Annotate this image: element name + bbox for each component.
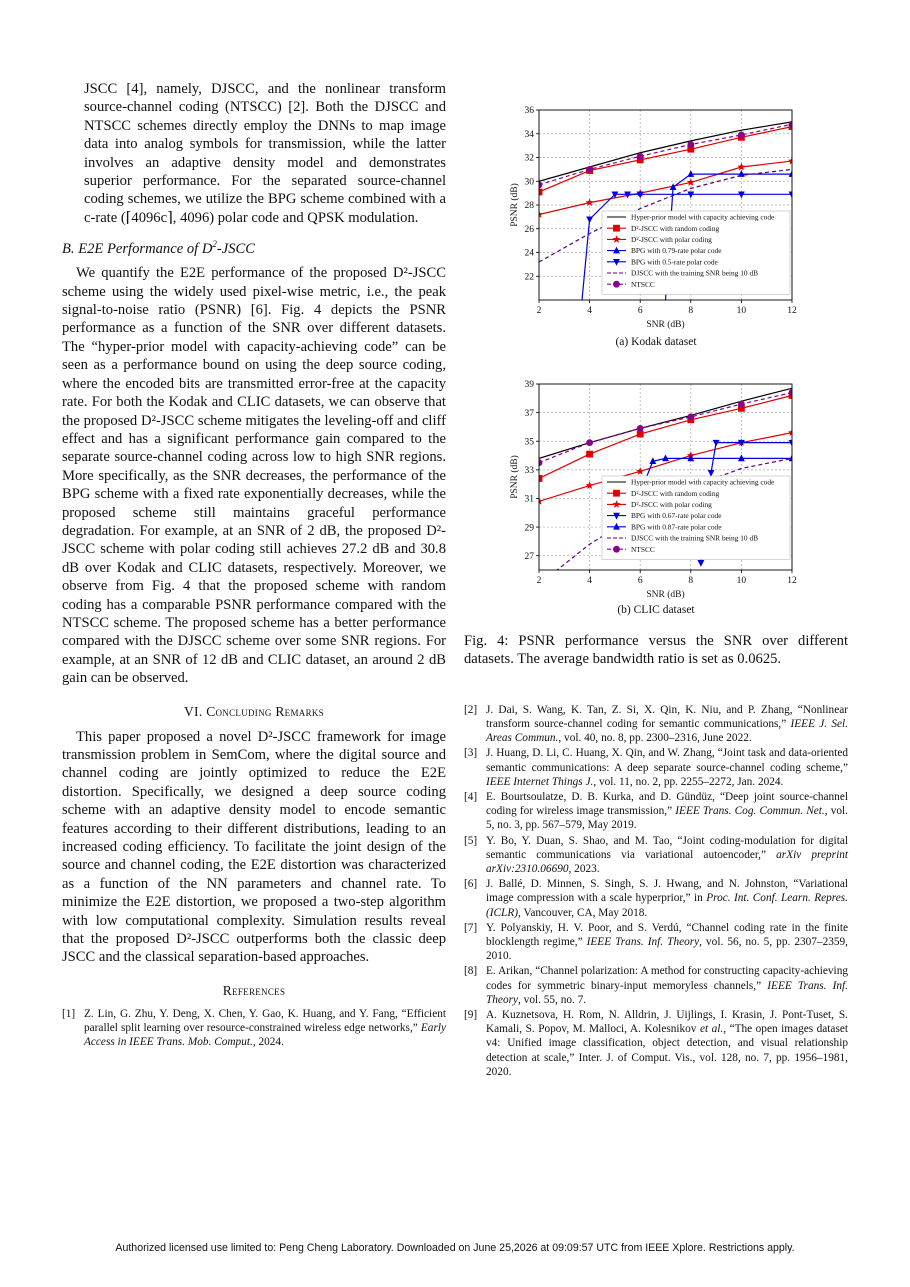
left-column: [62, 80, 446, 1050]
y-tick-label: 35: [524, 437, 534, 448]
series-line: [539, 161, 792, 214]
data-point: [586, 439, 593, 446]
legend-entry: BPG with 0.87-rate polar code: [631, 522, 722, 532]
footer-license: Authorized licensed use limited to: Peng Cheng Laboratory. Downloaded on June 25,2026 at 09:09:57 UTC from IEEE Xplore. Restrictions apply.: [115, 1242, 795, 1254]
legend-marker: [613, 546, 620, 553]
series-line: [539, 388, 792, 458]
data-point: [586, 166, 593, 173]
data-point: [687, 178, 695, 186]
x-axis-label: SNR (dB): [646, 590, 685, 600]
data-point: [698, 560, 705, 567]
y-tick-label: 32: [524, 153, 534, 164]
subcaption-kodak: (a) Kodak dataset: [615, 336, 697, 348]
legend: [602, 211, 790, 294]
x-tick-label: 6: [637, 306, 643, 316]
y-axis-label: PSNR (dB): [510, 455, 520, 499]
x-tick-label: 2: [536, 576, 542, 586]
paragraph-intro: JSCC [4], namely, DJSCC, and the nonlinear transform source-channel coding (NTSCC) [2]. Both the DJSCC and NTSCC schemes directly employ the DNNs to map image data into analog symbols for transmission, while the latter involves an adaptive density model and demonstrates superior performance. For the separated source-channel coding schemes, we utilize the BPG scheme combined with a c-rate (⌈4096c⌉, 4096) polar code and QPSK modulation.: [84, 81, 446, 226]
y-tick-label: 26: [524, 224, 534, 235]
legend-entry: Hyper-prior model with capacity achieving code: [631, 477, 775, 487]
reference-item: [3] J. Huang, D. Li, C. Huang, X. Qin, and W. Zhang, “Joint task and data-oriented semantic communications: A deep separate source-channel coding scheme,” IEEE Internet Things J., vol. 11, no. 2, pp. 2255–2272, Jan. 2024.: [464, 747, 848, 788]
series-line: [539, 122, 792, 181]
data-point: [737, 163, 745, 171]
y-tick-label: 29: [524, 523, 534, 534]
data-point: [637, 425, 644, 432]
reference-item: [5] Y. Bo, Y. Duan, S. Shao, and M. Tao, “Joint coding-modulation for digital semantic communications via variational autoencoder,” arXiv preprint arXiv:2310.06690, 2023.: [464, 834, 848, 876]
figure-4: [464, 100, 848, 669]
y-axis-label: PSNR (dB): [510, 183, 520, 227]
y-tick-label: 37: [524, 408, 534, 419]
data-point: [708, 470, 715, 477]
reference-item: [6] J. Ballé, D. Minnen, S. Singh, S. J. Hwang, and N. Johnston, “Variational image compression with a scale hyperprior,” in Proc. Int. Conf. Learn. Repres. (ICLR), Vancouver, CA, May 2018.: [464, 878, 848, 919]
data-point: [738, 132, 745, 139]
y-tick-label: 28: [524, 201, 534, 212]
subcaption-clic: (b) CLIC dataset: [617, 604, 695, 616]
reference-item: [4] E. Bourtsoulatze, D. B. Kurka, and D. Gündüz, “Deep joint source-channel coding for wireless image transmission,” IEEE Trans. Cog. Commun. Net., vol. 5, no. 3, pp. 567–579, May 2019.: [464, 791, 848, 832]
right-column: [464, 100, 848, 1080]
legend-entry: DJSCC with the training SNR being 10 dB: [631, 268, 759, 278]
paragraph-e2e-performance: We quantify the E2E performance of the proposed D²-JSCC scheme using the widely used pixel-wise metric, i.e., the peak signal-to-noise ratio (PSNR) [6]. Fig. 4 depicts the PSNR performance as a function of the SNR over different datasets. The “hyper-prior model with capacity-achieving code” can be seen as a performance bound on using the deep source coding, where the encoded bits are transmitted error-free at the capacity rate. For both the Kodak and CLIC datasets, we can observe that the proposed D²-JSCC scheme mitigates the leveling-off and cliff effect and has a significant performance gain compared to the separate source-channel coding across low to high SNR regions. More specifically, as the SNR decreases, the performance of the BPG scheme with a fixed rate exponentially decreases, while the proposed scheme still maintains graceful performance degradation. For example, at an SNR of 2 dB, the proposed D²-JSCC scheme with polar coding still achieves 27.2 dB and 30.8 dB over Kodak and CLIC datasets, respectively. Moreover, we observe from Fig. 4 that the proposed scheme with random coding has a comparable PSNR performance compared with the NTSCC scheme. The proposed scheme has a better performance compared with the DJSCC scheme over some SNR regions. For example, at an SNR of 12 dB and CLIC dataset, an around 2 dB gain can be observed.: [62, 265, 446, 687]
legend-entry: BPG with 0.5-rate polar code: [631, 257, 718, 267]
legend-entry: D²-JSCC with random coding: [631, 488, 720, 498]
y-tick-label: 33: [524, 466, 534, 477]
y-tick-label: 27: [524, 551, 534, 562]
data-point: [586, 216, 593, 223]
y-tick-label: 22: [524, 272, 534, 283]
legend-entry: D²-JSCC with random coding: [631, 223, 720, 233]
kodak-psnr-chart: [464, 100, 848, 332]
x-tick-label: 8: [688, 576, 694, 586]
data-point: [637, 192, 644, 199]
reference-item: [7] Y. Polyanskiy, H. V. Poor, and S. Verdú, “Channel coding rate in the finite blocklength regime,” IEEE Trans. Inf. Theory, vol. 56, no. 5, pp. 2307–2359, 2010.: [464, 921, 849, 963]
x-tick-label: 6: [637, 576, 643, 586]
reference-list-left: [62, 1007, 446, 1050]
reference-item: [9] A. Kuznetsova, H. Rom, N. Alldrin, J. Uijlings, I. Krasin, J. Pont-Tuset, S. Kamali, S. Popov, M. Malloci, A. Kolesnikov et al., “The open images dataset v4: Unified image classification, object detection, and visual relationship detection at scale,” Inter. J. of Comput. Vis., vol. 128, no. 7, pp. 1956–1981, 2020.: [464, 1009, 848, 1078]
data-point: [586, 451, 593, 458]
legend-entry: BPG with 0.79-rate polar code: [631, 246, 722, 256]
data-point: [637, 153, 644, 160]
reference-item: [2] J. Dai, S. Wang, K. Tan, Z. Si, X. Qin, K. Niu, and P. Zhang, “Nonlinear transform source-channel coding for semantic communications,” IEEE J. Sel. Areas Commun., vol. 40, no. 8, pp. 2300–2316, June 2022.: [464, 703, 848, 745]
figure-caption: Fig. 4: PSNR performance versus the SNR over different datasets. The average bandwidth ratio is set as 0.0625.: [464, 633, 848, 668]
x-tick-label: 10: [736, 306, 747, 316]
data-point: [687, 141, 694, 148]
legend-entry: D²-JSCC with polar coding: [631, 500, 712, 509]
y-tick-label: 36: [524, 106, 534, 117]
legend-marker: [613, 225, 620, 232]
data-point: [687, 414, 694, 421]
paragraph-concluding: This paper proposed a novel D²-JSCC framework for image transmission problem in SemCom, where the digital source and channel coding are jointly optimized to reduce the E2E distortion. Specifically, we designed a deep source coding scheme with an adaptive density model to encode semantic features according to their different distributions, leading to an increased coding efficiency. To facilitate the joint design of the source and channel coding, the E2E distortion was characterized as a function of the NN parameters and channel rate. To minimize the E2E distortion, we proposed a two-step algorithm with low computational complexity. Simulation results reveal that the proposed D²-JSCC outperforms both the classic deep JSCC and the classical separation-based approaches.: [62, 728, 446, 966]
legend: [602, 476, 790, 559]
legend-marker: [613, 281, 620, 288]
data-point: [738, 454, 745, 461]
series-line: [539, 393, 792, 463]
data-point: [738, 401, 745, 408]
legend-entry: Hyper-prior model with capacity achieving code: [631, 212, 775, 222]
subsection-b-heading: B. E2E Performance of $D^2$-JSCC: [62, 239, 255, 258]
x-tick-label: 8: [688, 306, 694, 316]
legend-entry: DJSCC with the training SNR being 10 dB: [631, 533, 759, 543]
reference-item: [1] Z. Lin, G. Zhu, Y. Deng, X. Chen, Y. Gao, K. Huang, and Y. Fang, “Efficient parallel split learning over resource-constrained wireless edge networks,” Early Access in IEEE Trans. Mob. Comput., 2024.: [62, 1007, 446, 1049]
legend-entry: BPG with 0.67-rate polar code: [631, 511, 722, 521]
x-tick-label: 2: [536, 306, 542, 316]
section-vi-heading: VI. Concluding Remarks: [184, 703, 324, 719]
x-tick-label: 12: [787, 576, 797, 586]
legend-entry: D²-JSCC with polar coding: [631, 235, 712, 244]
y-tick-label: 24: [524, 248, 534, 259]
reference-item: [8] E. Arikan, “Channel polarization: A method for constructing capacity-achieving codes for symmetric binary-input memoryless channels,” IEEE Trans. Inf. Theory, vol. 55, no. 7.: [464, 965, 848, 1006]
references-heading: References: [222, 982, 286, 998]
y-tick-label: 34: [524, 129, 534, 140]
y-tick-label: 30: [524, 177, 534, 188]
data-point: [738, 192, 745, 199]
data-point: [713, 440, 720, 447]
data-point: [586, 481, 594, 489]
x-tick-label: 4: [587, 576, 592, 586]
series-line: [539, 127, 792, 192]
clic-psnr-chart: [464, 380, 848, 600]
legend-entry: NTSCC: [631, 279, 655, 289]
legend-entry: NTSCC: [631, 544, 655, 554]
legend-marker: [613, 490, 620, 497]
x-tick-label: 10: [736, 576, 747, 586]
x-axis-label: SNR (dB): [646, 320, 685, 330]
data-point: [687, 192, 694, 199]
x-tick-label: 12: [787, 306, 797, 316]
y-tick-label: 39: [524, 380, 534, 391]
y-tick-label: 31: [524, 494, 534, 505]
data-point: [662, 454, 669, 461]
reference-list-right: [464, 703, 848, 1079]
x-tick-label: 4: [587, 306, 592, 316]
